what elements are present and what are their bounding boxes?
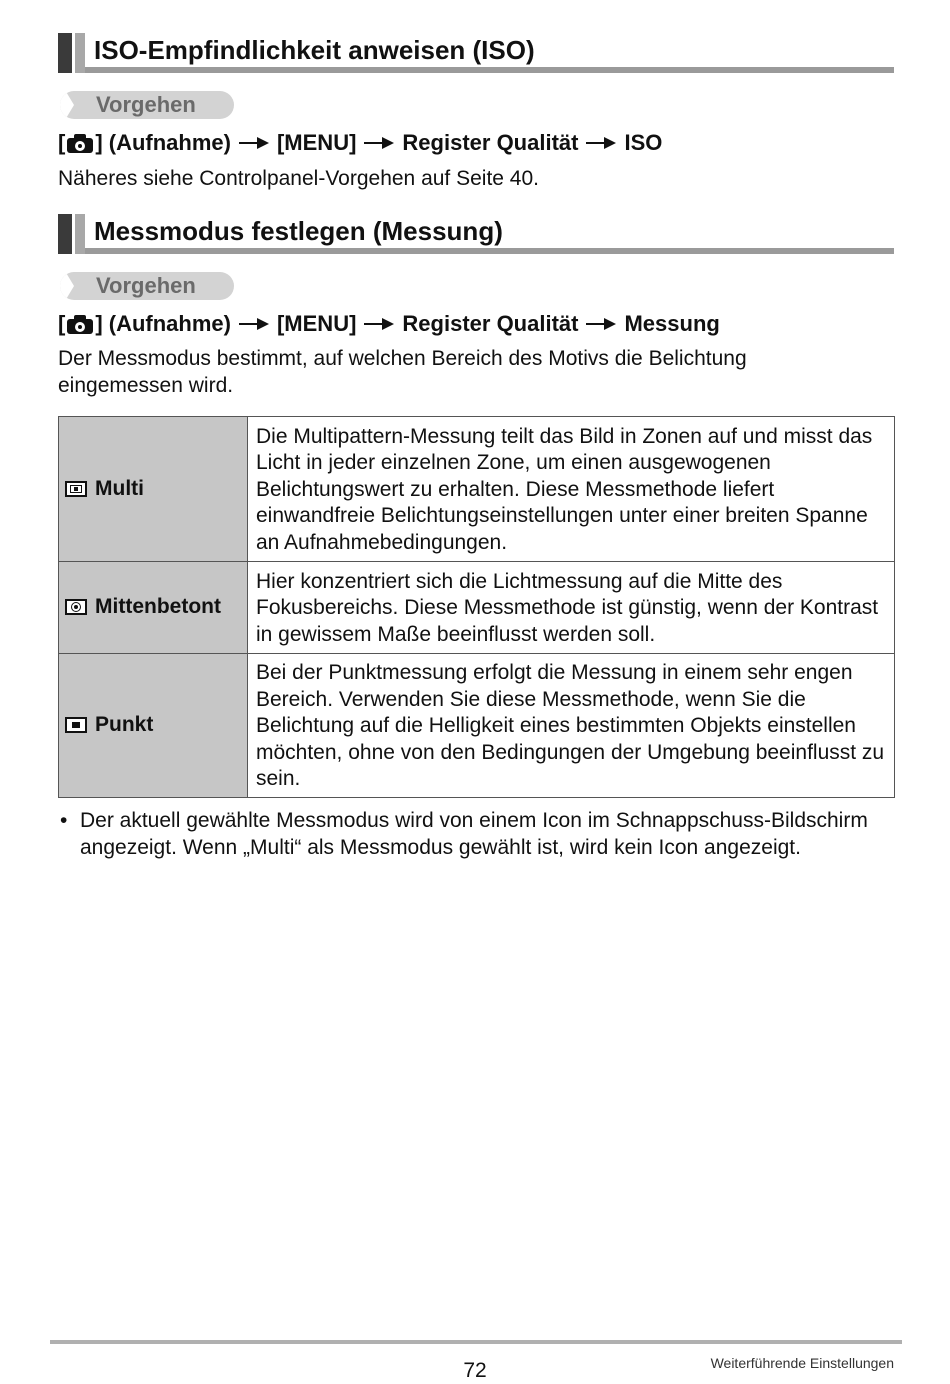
vorgehen-label: Vorgehen: [96, 92, 196, 117]
procedure-path: [58, 128, 662, 158]
heading-bar-dark: [58, 214, 72, 254]
mode-label: Mittenbetont: [95, 595, 221, 619]
mode-description: Die Multipattern-Messung teilt das Bild in Zonen auf und misst das Licht in jeder einzelnen Zone, um einen ausgewogenen Belichtungswert zu erhalten. Diese Messmethode liefert einwandfreie Belichtungseinstellungen unter einer breiten Spanne an Aufnahmebedingungen.: [248, 417, 895, 562]
heading-bar-light: [75, 214, 85, 254]
heading-bar-light: [75, 33, 85, 73]
target-label: Messung: [624, 311, 720, 336]
mode-cell: [59, 417, 248, 562]
procedure-path: [58, 309, 720, 339]
bracket-open: [: [58, 130, 66, 155]
bullet-point: •: [60, 809, 68, 832]
camera-icon: [67, 134, 93, 153]
arrow-right-icon: [586, 317, 616, 331]
center-weighted-metering-icon: [65, 599, 87, 615]
heading-underline: [85, 67, 894, 73]
bracket-open: [: [58, 311, 66, 336]
chapter-title: Weiterführende Einstellungen: [710, 1355, 894, 1371]
register-label: Register Qualität: [402, 130, 579, 155]
page-number: 72: [463, 1359, 487, 1382]
section-title: ISO-Empfindlichkeit anweisen (ISO): [94, 35, 535, 65]
mode-label: Multi: [95, 476, 144, 500]
mode-description: Bei der Punktmessung erfolgt die Messung in einem sehr engen Bereich. Verwenden Sie diese Messmethode, wenn Sie die Belichtung auf die Helligkeit eines bestimmten Objekts einstellen möchten, ohne von den Bedingungen der Umgebung beeinflusst zu sein.: [248, 654, 895, 798]
spot-metering-icon: [65, 717, 87, 733]
mode-label: ] (Aufnahme): [95, 311, 231, 336]
arrow-right-icon: [586, 136, 616, 150]
vorgehen-label: Vorgehen: [96, 273, 196, 298]
mode-cell: [59, 654, 248, 798]
table-row: [59, 417, 895, 562]
section-title: Messmodus festlegen (Messung): [94, 216, 503, 246]
section-heading-iso: [58, 33, 894, 73]
mode-label: ] (Aufnahme): [95, 130, 231, 155]
multi-metering-icon: [65, 481, 87, 497]
note-text: Der aktuell gewählte Messmodus wird von einem Icon im Schnappschuss-Bildschirm angezeigt. Wenn „Multi“ als Messmodus gewählt ist, wird kein Icon angezeigt.: [80, 809, 868, 859]
arrow-right-icon: [239, 136, 269, 150]
heading-underline: [85, 248, 894, 254]
tag-notch: [60, 272, 74, 300]
arrow-right-icon: [364, 136, 394, 150]
arrow-right-icon: [239, 317, 269, 331]
vorgehen-tag: [60, 91, 234, 119]
arrow-right-icon: [364, 317, 394, 331]
target-label: ISO: [624, 130, 663, 155]
heading-bar-dark: [58, 33, 72, 73]
vorgehen-tag: [60, 272, 234, 300]
mode-cell: [59, 562, 248, 654]
menu-label: [MENU]: [276, 130, 357, 155]
metering-modes-table: [58, 416, 895, 798]
mode-description: Hier konzentriert sich die Lichtmessung auf die Mitte des Fokusbereichs. Diese Messmethode ist günstig, wenn der Kontrast in gewissem Maße beeinflusst werden soll.: [248, 562, 895, 654]
tag-notch: [60, 91, 74, 119]
mode-label: Punkt: [95, 713, 154, 737]
section-text: Der Messmodus bestimmt, auf welchen Bereich des Motivs die Belichtung eingemessen wird.: [58, 347, 747, 397]
table-row: [59, 562, 895, 654]
register-label: Register Qualität: [402, 311, 579, 336]
footer-rule: [50, 1340, 902, 1344]
table-row: [59, 654, 895, 798]
camera-icon: [67, 315, 93, 334]
section-text: Näheres siehe Controlpanel-Vorgehen auf Seite 40.: [58, 167, 539, 190]
section-heading-messung: [58, 214, 894, 254]
menu-label: [MENU]: [276, 311, 357, 336]
